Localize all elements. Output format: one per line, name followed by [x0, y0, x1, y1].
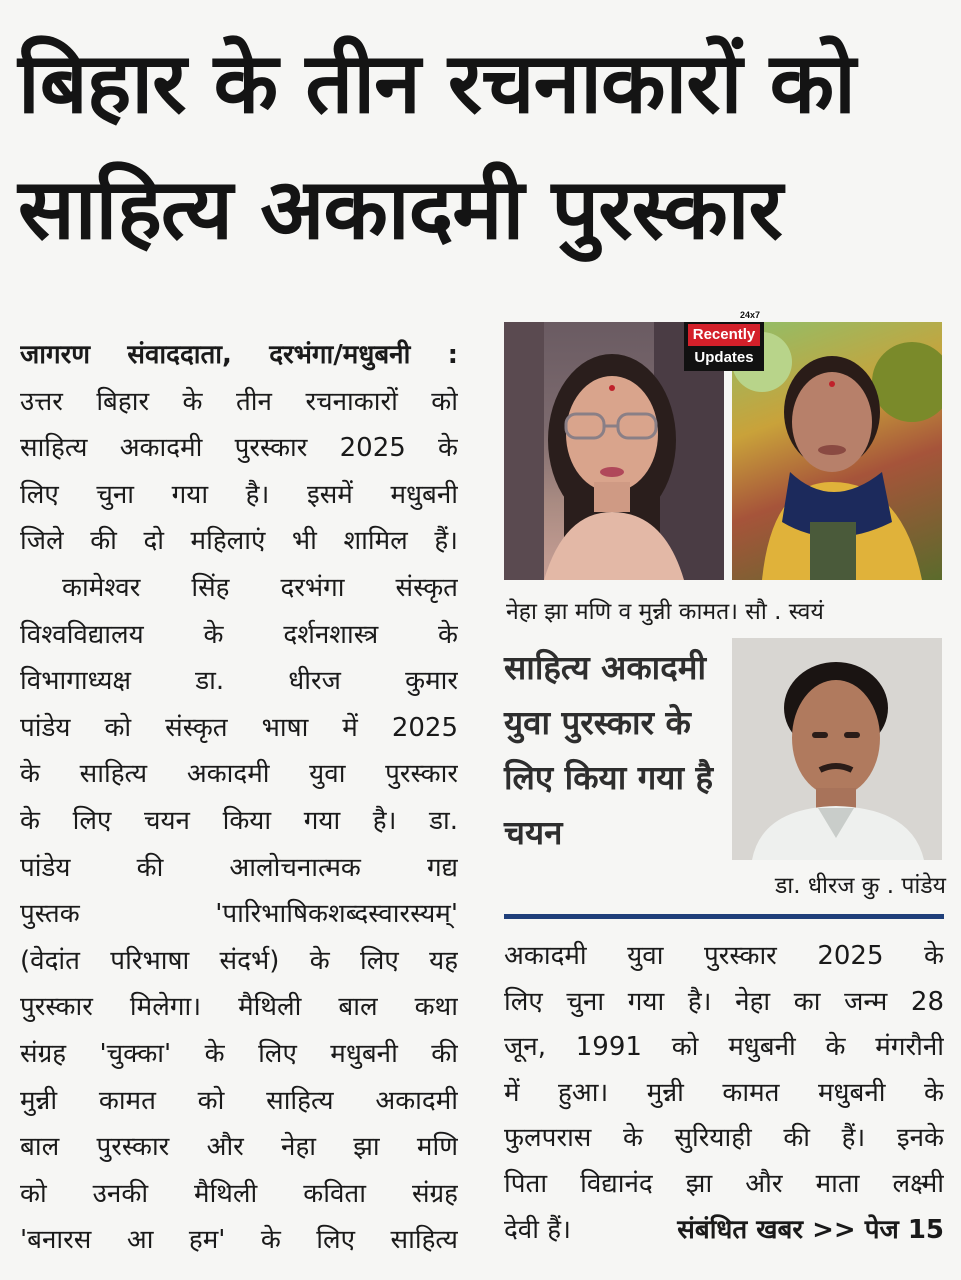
body-line: साहित्य अकादमी पुरस्कार 2025 के	[20, 433, 458, 464]
body-line: संग्रह 'चुक्का' के लिए मधुबनी की	[20, 1038, 458, 1069]
body-line: के लिए चयन किया गया है। डा.	[20, 805, 458, 836]
watermark-line-2: Updates	[694, 349, 754, 366]
body-line: लिए चुना गया है। नेहा का जन्म 28	[504, 986, 944, 1017]
photo-caption-women: नेहा झा मणि व मुन्नी कामत। सौ . स्वयं	[506, 599, 824, 625]
body-line: उत्तर बिहार के तीन रचनाकारों को	[20, 386, 458, 417]
left-article-column	[20, 332, 458, 1264]
photo-dheeraj-pandey	[732, 638, 942, 860]
body-line: मुन्नी कामत को साहित्य अकादमी	[20, 1085, 458, 1116]
related-news-link[interactable]: संबंधित खबर >> पेज 15	[677, 1214, 944, 1245]
body-line: विभागाध्यक्ष डा. धीरज कुमार	[20, 666, 458, 697]
subheading: साहित्य अकादमी युवा पुरस्कार के लिए किया गया है चयन	[504, 648, 714, 852]
headline	[18, 20, 948, 272]
headline-line-1: बिहार के तीन रचनाकारों को	[18, 34, 855, 132]
right-article-column	[504, 934, 944, 1253]
body-line: बाल पुरस्कार और नेहा झा मणि	[20, 1132, 458, 1163]
body-line: लिए चुना गया है। इसमें मधुबनी	[20, 479, 458, 510]
body-line: में हुआ। मुन्नी कामत मधुबनी के	[504, 1077, 944, 1108]
body-line: 'बनारस आ हम' के लिए साहित्य	[20, 1225, 458, 1256]
body-line: पिता विद्यानंद झा और माता लक्ष्मी	[504, 1168, 944, 1199]
body-line: पुस्तक 'पारिभाषिकशब्दस्वारस्यम्'	[20, 899, 458, 930]
watermark-line-1: Recently	[688, 324, 760, 346]
headline-line-2: साहित्य अकादमी पुरस्कार	[18, 160, 782, 258]
body-line: फुलपरास के सुरियाही की हैं। इनके	[504, 1123, 944, 1154]
body-line: पुरस्कार मिलेगा। मैथिली बाल कथा	[20, 992, 458, 1023]
body-line: पांडेय को संस्कृत भाषा में 2025	[20, 712, 458, 743]
body-line: कामेश्वर सिंह दरभंगा संस्कृत	[62, 572, 458, 603]
photo-caption-pandey: डा. धीरज कु . पांडेय	[774, 873, 946, 899]
body-line: (वेदांत परिभाषा संदर्भ) के लिए यह	[20, 945, 458, 976]
body-last-line	[504, 1208, 944, 1254]
body-line: विश्वविद्यालय के दर्शनशास्त्र के	[20, 619, 458, 650]
body-line: पांडेय की आलोचनात्मक गद्य	[20, 852, 458, 883]
body-line: जिले की दो महिलाएं भी शामिल हैं।	[20, 526, 458, 557]
recently-updates-watermark	[684, 310, 764, 371]
body-line: अकादमी युवा पुरस्कार 2025 के	[504, 941, 944, 971]
body-line: जून, 1991 को मधुबनी के मंगरौनी	[504, 1032, 944, 1063]
body-line: के साहित्य अकादमी युवा पुरस्कार	[20, 759, 458, 790]
section-divider	[504, 914, 944, 919]
body-line: को उनकी मैथिली कविता संग्रह	[20, 1178, 458, 1209]
body-line: देवी हैं।	[504, 1214, 571, 1245]
byline: जागरण संवाददाता, दरभंगा/मधुबनी :	[20, 340, 458, 370]
watermark-tag: 24x7	[739, 310, 760, 320]
